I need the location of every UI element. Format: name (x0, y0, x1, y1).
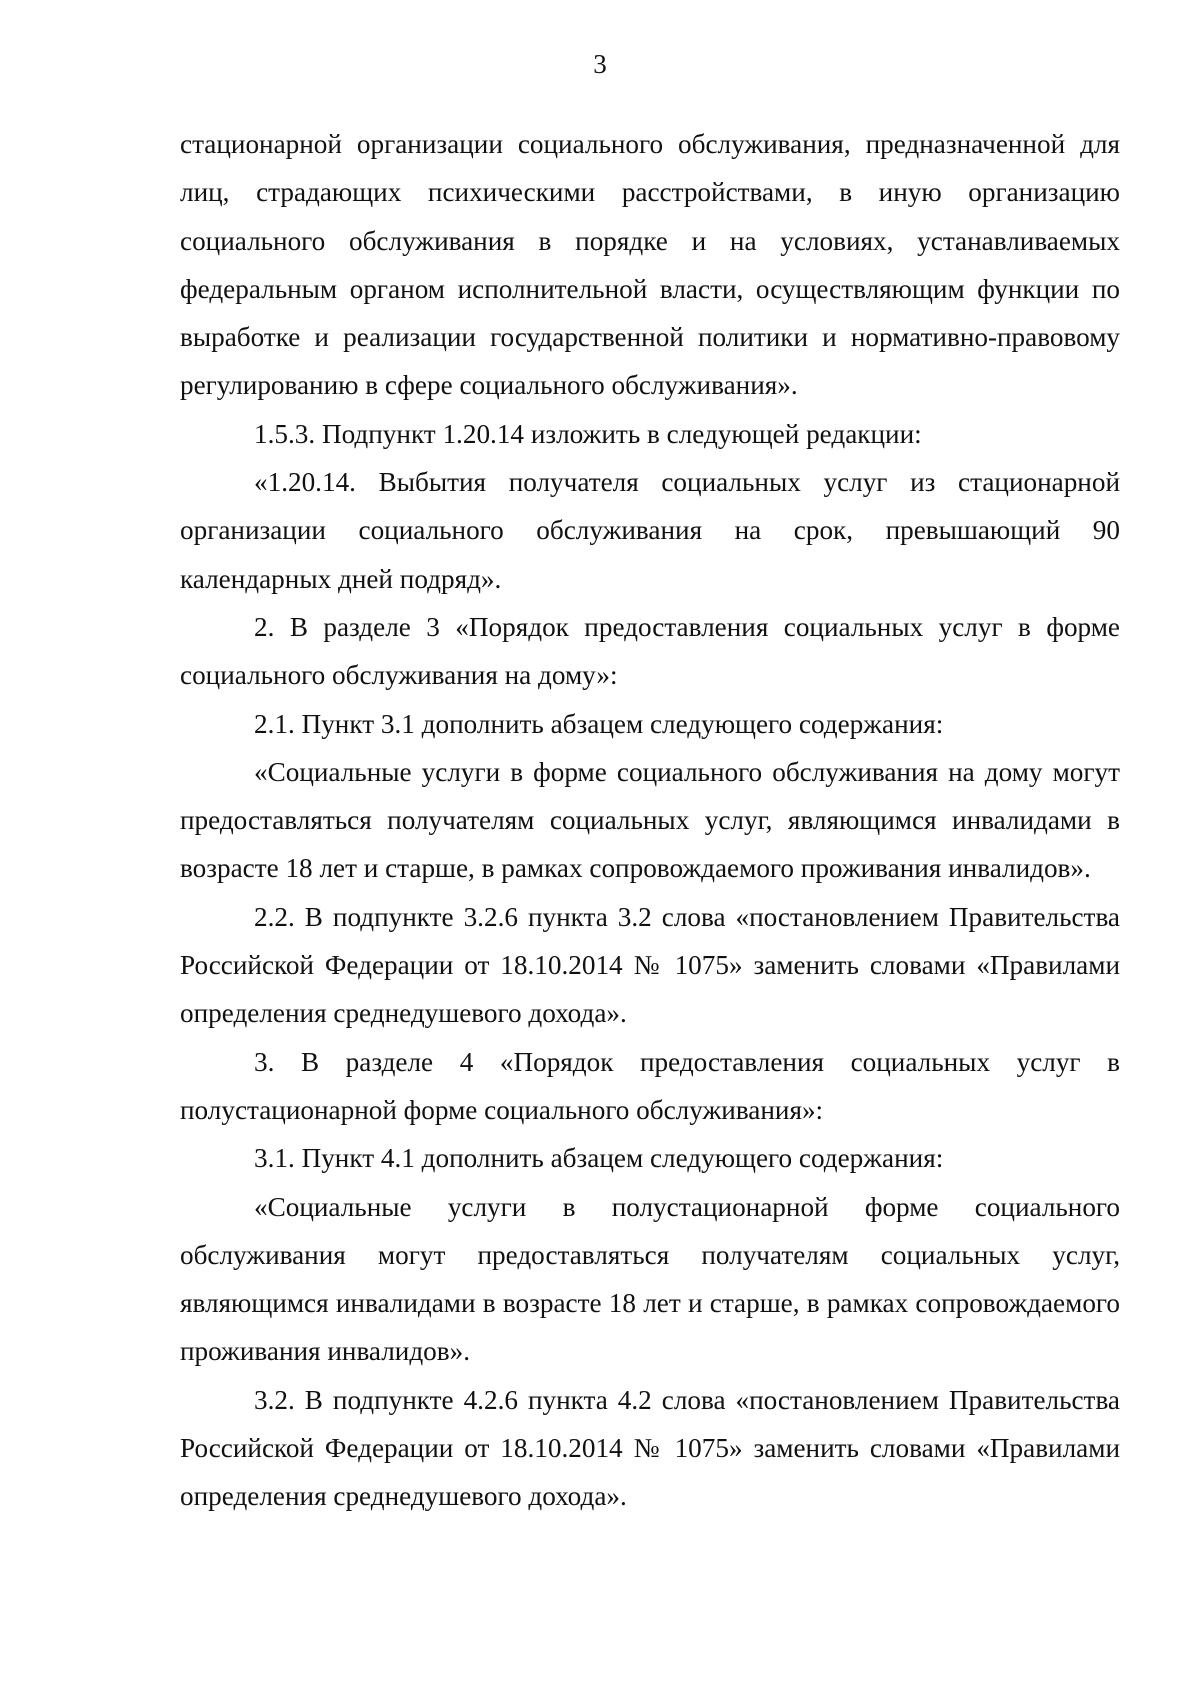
paragraph: 3.1. Пункт 4.1 дополнить абзацем следующего содержания: (254, 1143, 944, 1174)
paragraph: 2.1. Пункт 3.1 дополнить абзацем следующего содержания: (254, 708, 944, 739)
paragraph: «1.20.14. Выбытия получателя социальных услуг из стационарной организации социального обслуживания на срок, превышающий 90 календарных дней подряд». (180, 467, 1120, 594)
paragraph: стационарной организации социального обслуживания, предназначенной для лиц, страдающих психическими расстройствами, в иную организацию социального обслуживания в порядке и на условиях, устанавливаемых федеральным органом исполнительной власти, осуществляющим функции по выработке и реализации государственной политики и нормативно-правовому регулированию в сфере социального обслуживания». (180, 129, 1120, 401)
paragraph: 3. В разделе 4 «Порядок предоставления социальных услуг в полустационарной форме социального обслуживания»: (180, 1046, 1120, 1125)
paragraph: 2. В разделе 3 «Порядок предоставления социальных услуг в форме социального обслуживания на дому»: (180, 611, 1120, 691)
paragraph: 3.2. В подпункте 4.2.6 пункта 4.2 слова «постановлением Правительства Российской Федерации от 18.10.2014 № 1075» заменить словами «Правилами определения среднедушевого дохода». (180, 1384, 1120, 1512)
paragraph: 2.2. В подпункте 3.2.6 пункта 3.2 слова «постановлением Правительства Российской Федерации от 18.10.2014 № 1075» заменить словами «Правилами определения среднедушевого дохода». (180, 901, 1120, 1029)
paragraph: «Социальные услуги в форме социального обслуживания на дому могут предоставляться получателям социальных услуг, являющимся инвалидами в возрасте 18 лет и старше, в рамках сопровождаемого проживания инвалидов». (180, 756, 1120, 884)
paragraph: «Социальные услуги в полустационарной форме социального обслуживания могут предоставляться получателям социальных услуг, являющимся инвалидами в возрасте 18 лет и старше, в рамках сопровождаемого проживания инвалидов». (180, 1191, 1120, 1367)
page-number: 3 (593, 49, 607, 79)
paragraph: 1.5.3. Подпункт 1.20.14 изложить в следующей редакции: (254, 418, 922, 449)
document-body (180, 120, 1120, 1521)
